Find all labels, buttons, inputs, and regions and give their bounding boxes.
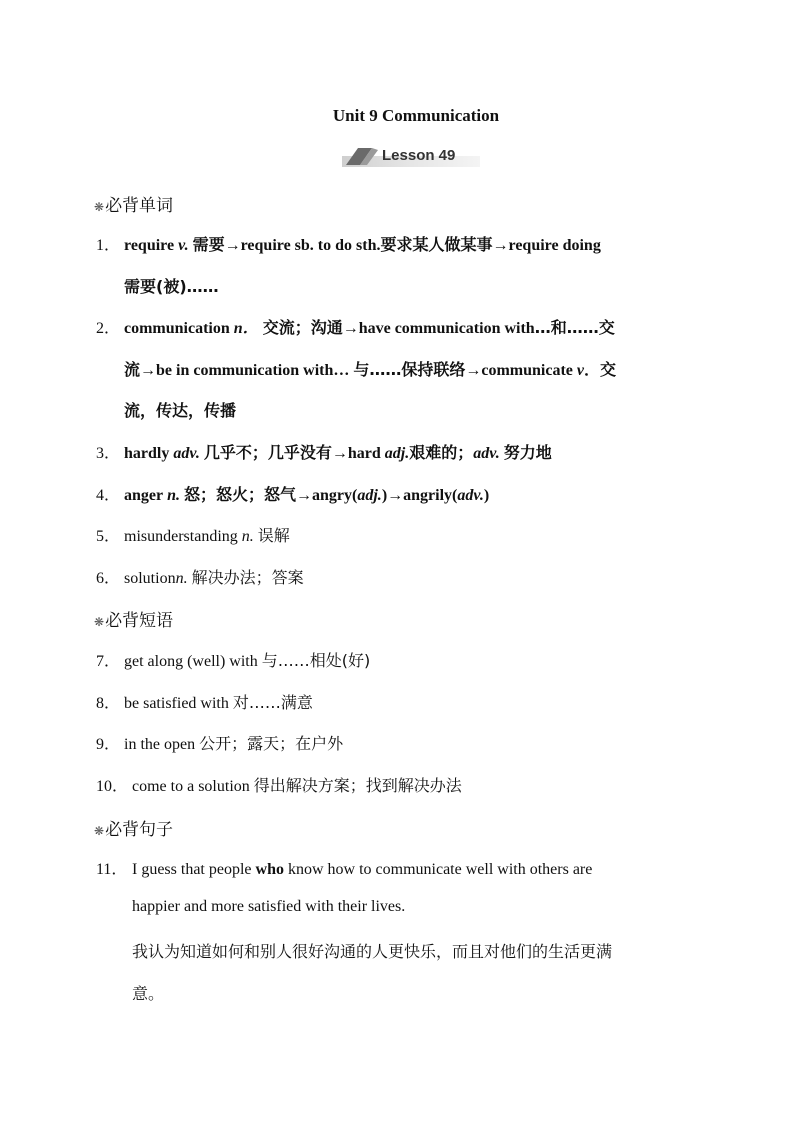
list-item-continued: happier and more satisfied with their lives. bbox=[132, 898, 406, 915]
lesson-banner bbox=[342, 143, 480, 169]
list-item-continued: 流→be in communication with… 与……保持联络→communicate v．交 bbox=[124, 360, 617, 379]
section-words-heading: ❋必背单词 bbox=[94, 196, 174, 216]
section-phrases-heading: ❋必背短语 bbox=[94, 611, 174, 631]
flower-icon: ❋ bbox=[94, 824, 105, 838]
list-item-continued: 需要(被)…… bbox=[124, 277, 219, 296]
flower-icon: ❋ bbox=[94, 615, 105, 629]
list-item: 5． misunderstanding n. 误解 bbox=[96, 526, 290, 545]
flower-icon: ❋ bbox=[94, 200, 105, 214]
translation-line: 意。 bbox=[132, 984, 165, 1003]
list-item: 8． be satisfied with 对……满意 bbox=[96, 693, 313, 712]
list-item: 3． hardly adv. 几乎不；几乎没有→hard adj.艰难的；adv. 努力地 bbox=[96, 443, 552, 462]
list-item: 1． require v. 需要→require sb. to do sth.要求某人做某事→require doing bbox=[96, 235, 601, 254]
page-title: Unit 9 Communication bbox=[332, 106, 500, 125]
lesson-label: Lesson 49 bbox=[382, 147, 456, 164]
list-item: 9． in the open 公开；露天；在户外 bbox=[96, 734, 344, 753]
list-item: 2． communication n． 交流；沟通→have communication with…和……交 bbox=[96, 318, 615, 337]
translation-line: 我认为知道如何和别人很好沟通的人更快乐，而且对他们的生活更满 bbox=[132, 942, 613, 961]
list-item-continued: 流，传达，传播 bbox=[124, 401, 237, 420]
list-item: 4． anger n. 怒；怒火；怒气→angry(adj.)→angrily(adv.) bbox=[96, 485, 490, 504]
list-item: 11． I guess that people who know how to communicate well with others are bbox=[96, 861, 593, 878]
section-sentences-heading: ❋必背句子 bbox=[94, 820, 174, 840]
list-item: 7． get along (well) with 与……相处(好) bbox=[96, 651, 371, 670]
list-item: 6． solutionn. 解决办法；答案 bbox=[96, 568, 304, 587]
list-item: 10． come to a solution 得出解决方案；找到解决办法 bbox=[96, 776, 462, 795]
